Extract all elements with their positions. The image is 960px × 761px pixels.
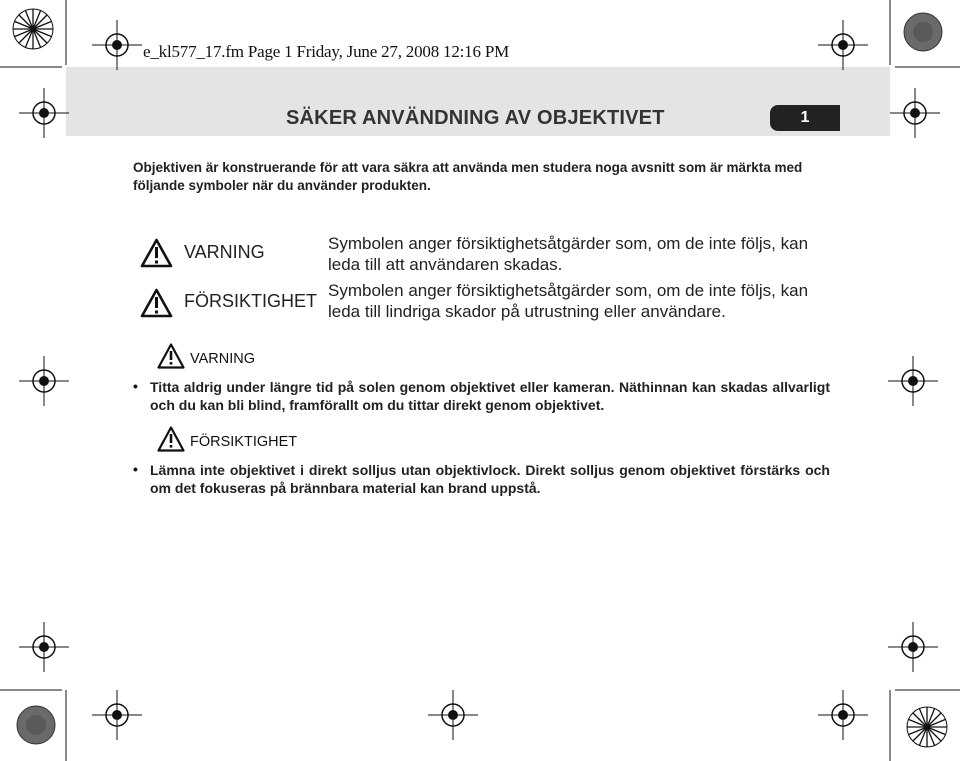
star-target-icon bbox=[906, 706, 948, 748]
symbol-description-varning: Symbolen anger försiktighetsåtgärder som, om de inte följs, kan leda till att användaren skadas. bbox=[328, 234, 809, 274]
registration-mark-icon bbox=[818, 690, 868, 740]
symbol-label-varning: VARNING bbox=[184, 242, 265, 262]
registration-mark-icon bbox=[19, 356, 69, 406]
print-slug: e_kl577_17.fm Page 1 Friday, June 27, 2008 12:16 PM bbox=[143, 42, 509, 61]
symbol-description-forsiktighet: Symbolen anger försiktighetsåtgärder som, om de inte följs, kan leda till lindriga skador på utrustning eller användare. bbox=[328, 281, 809, 321]
registration-mark-icon bbox=[19, 88, 69, 138]
bullet-text-varning: Titta aldrig under längre tid på solen genom objektivet eller kameran. Näthinnan kan skadas allvarligt och du kan bli blind, framförallt om du tittar direkt genom objektivet. bbox=[150, 379, 830, 413]
registration-mark-icon bbox=[888, 622, 938, 672]
bullet-text-forsiktighet: Lämna inte objektivet i direkt solljus utan objektivlock. Direkt solljus genom objektivet förstärks och om det fokuseras på brännbara material kan brand uppstå. bbox=[150, 462, 830, 496]
registration-mark-icon bbox=[92, 690, 142, 740]
gray-target-icon bbox=[903, 12, 943, 52]
section-heading-varning: VARNING bbox=[190, 351, 255, 367]
symbol-label-forsiktighet: FÖRSIKTIGHET bbox=[184, 291, 318, 311]
bullet: • bbox=[133, 378, 138, 394]
star-target-icon bbox=[12, 8, 54, 50]
bullet: • bbox=[133, 461, 138, 477]
chapter-number: 1 bbox=[800, 109, 810, 126]
registration-mark-icon bbox=[890, 88, 940, 138]
registration-mark-icon bbox=[888, 356, 938, 406]
gray-target-icon bbox=[16, 705, 56, 745]
page-title: SÄKER ANVÄNDNING AV OBJEKTIVET bbox=[286, 107, 665, 129]
registration-mark-icon bbox=[818, 20, 868, 70]
registration-mark-icon bbox=[92, 20, 142, 70]
registration-mark-icon bbox=[428, 690, 478, 740]
intro-paragraph: Objektiven är konstruerande för att vara säkra att använda men studera noga avsnitt som är märkta med följande symboler när du använder produkten. bbox=[133, 160, 803, 193]
section-heading-forsiktighet: FÖRSIKTIGHET bbox=[190, 434, 298, 450]
registration-mark-icon bbox=[19, 622, 69, 672]
